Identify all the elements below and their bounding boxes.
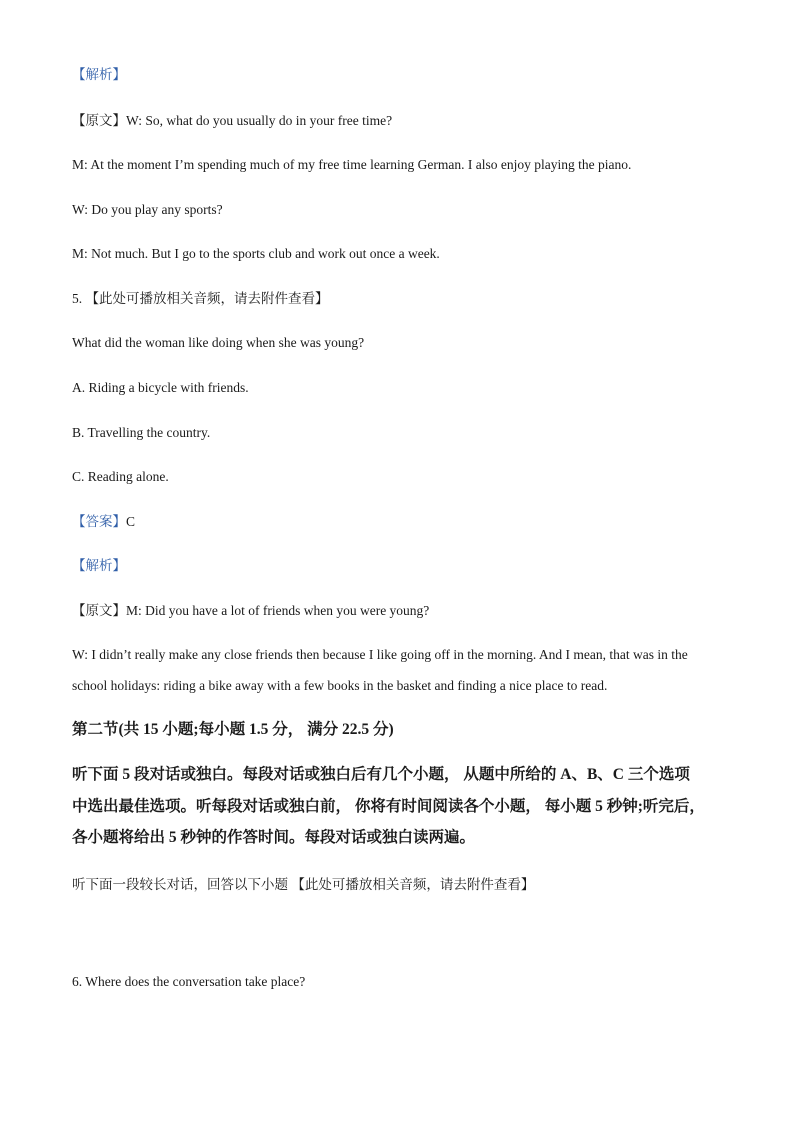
transcript-line-1 xyxy=(72,112,392,130)
option-b: B. Travelling the country. xyxy=(72,425,211,440)
transcript-text: W: So, what do you usually do in your free time? xyxy=(126,113,393,128)
listen-intro: 听下面一段较长对话，回答以下小题 xyxy=(72,877,288,892)
transcript-text-2: M: Did you have a lot of friends when you were young? xyxy=(126,603,430,618)
instruction-line-3: 各小题将给出 5 秒钟的作答时间。每段对话或独白读两遍。 xyxy=(72,829,476,846)
option-a: A. Riding a bicycle with friends. xyxy=(72,380,249,395)
question-number: 5. xyxy=(72,291,83,306)
question-5-header xyxy=(72,290,329,308)
instruction-line-2: 中选出最佳选项。听每段对话或独白前， 你将有时间阅读各个小题， 每小题 5 秒钟;听完后， xyxy=(72,798,705,815)
section-title: 第二节(共 15 小题;每小题 1.5 分， 满分 22.5 分) xyxy=(72,721,394,738)
transcript-line-5 xyxy=(72,602,429,620)
audio-notice[interactable]: 【此处可播放相关音频，请去附件查看】 xyxy=(85,291,329,306)
transcript-line-2: M: At the moment I’m spending much of my free time learning German. I also enjoy playing the piano. xyxy=(72,157,632,172)
answer-line xyxy=(72,513,135,531)
option-c: C. Reading alone. xyxy=(72,469,169,484)
audio-notice-2[interactable]: 【此处可播放相关音频，请去附件查看】 xyxy=(291,877,535,892)
analysis-label: 【解析】 xyxy=(72,67,126,82)
transcript-tag-2: 【原文】 xyxy=(72,603,126,618)
listen-intro-line xyxy=(72,876,534,894)
answer-value: C xyxy=(126,514,136,529)
transcript-line-6: W: I didn’t really make any close friends then because I like going off in the morning. And I mean, that was in the xyxy=(72,647,688,662)
transcript-line-7: school holidays: riding a bike away with a few books in the basket and finding a nice place to read. xyxy=(72,678,608,693)
question-6-text: 6. Where does the conversation take place? xyxy=(72,974,306,989)
transcript-tag: 【原文】 xyxy=(72,113,126,128)
instruction-line-1: 听下面 5 段对话或独白。每段对话或独白后有几个小题， 从题中所给的 A、B、C 三个选项 xyxy=(72,766,690,783)
answer-tag: 【答案】 xyxy=(72,514,126,529)
transcript-line-4: M: Not much. But I go to the sports club and work out once a week. xyxy=(72,246,440,261)
transcript-line-3: W: Do you play any sports? xyxy=(72,202,223,217)
analysis-label-2: 【解析】 xyxy=(72,558,126,573)
question-5-text: What did the woman like doing when she was young? xyxy=(72,335,365,350)
